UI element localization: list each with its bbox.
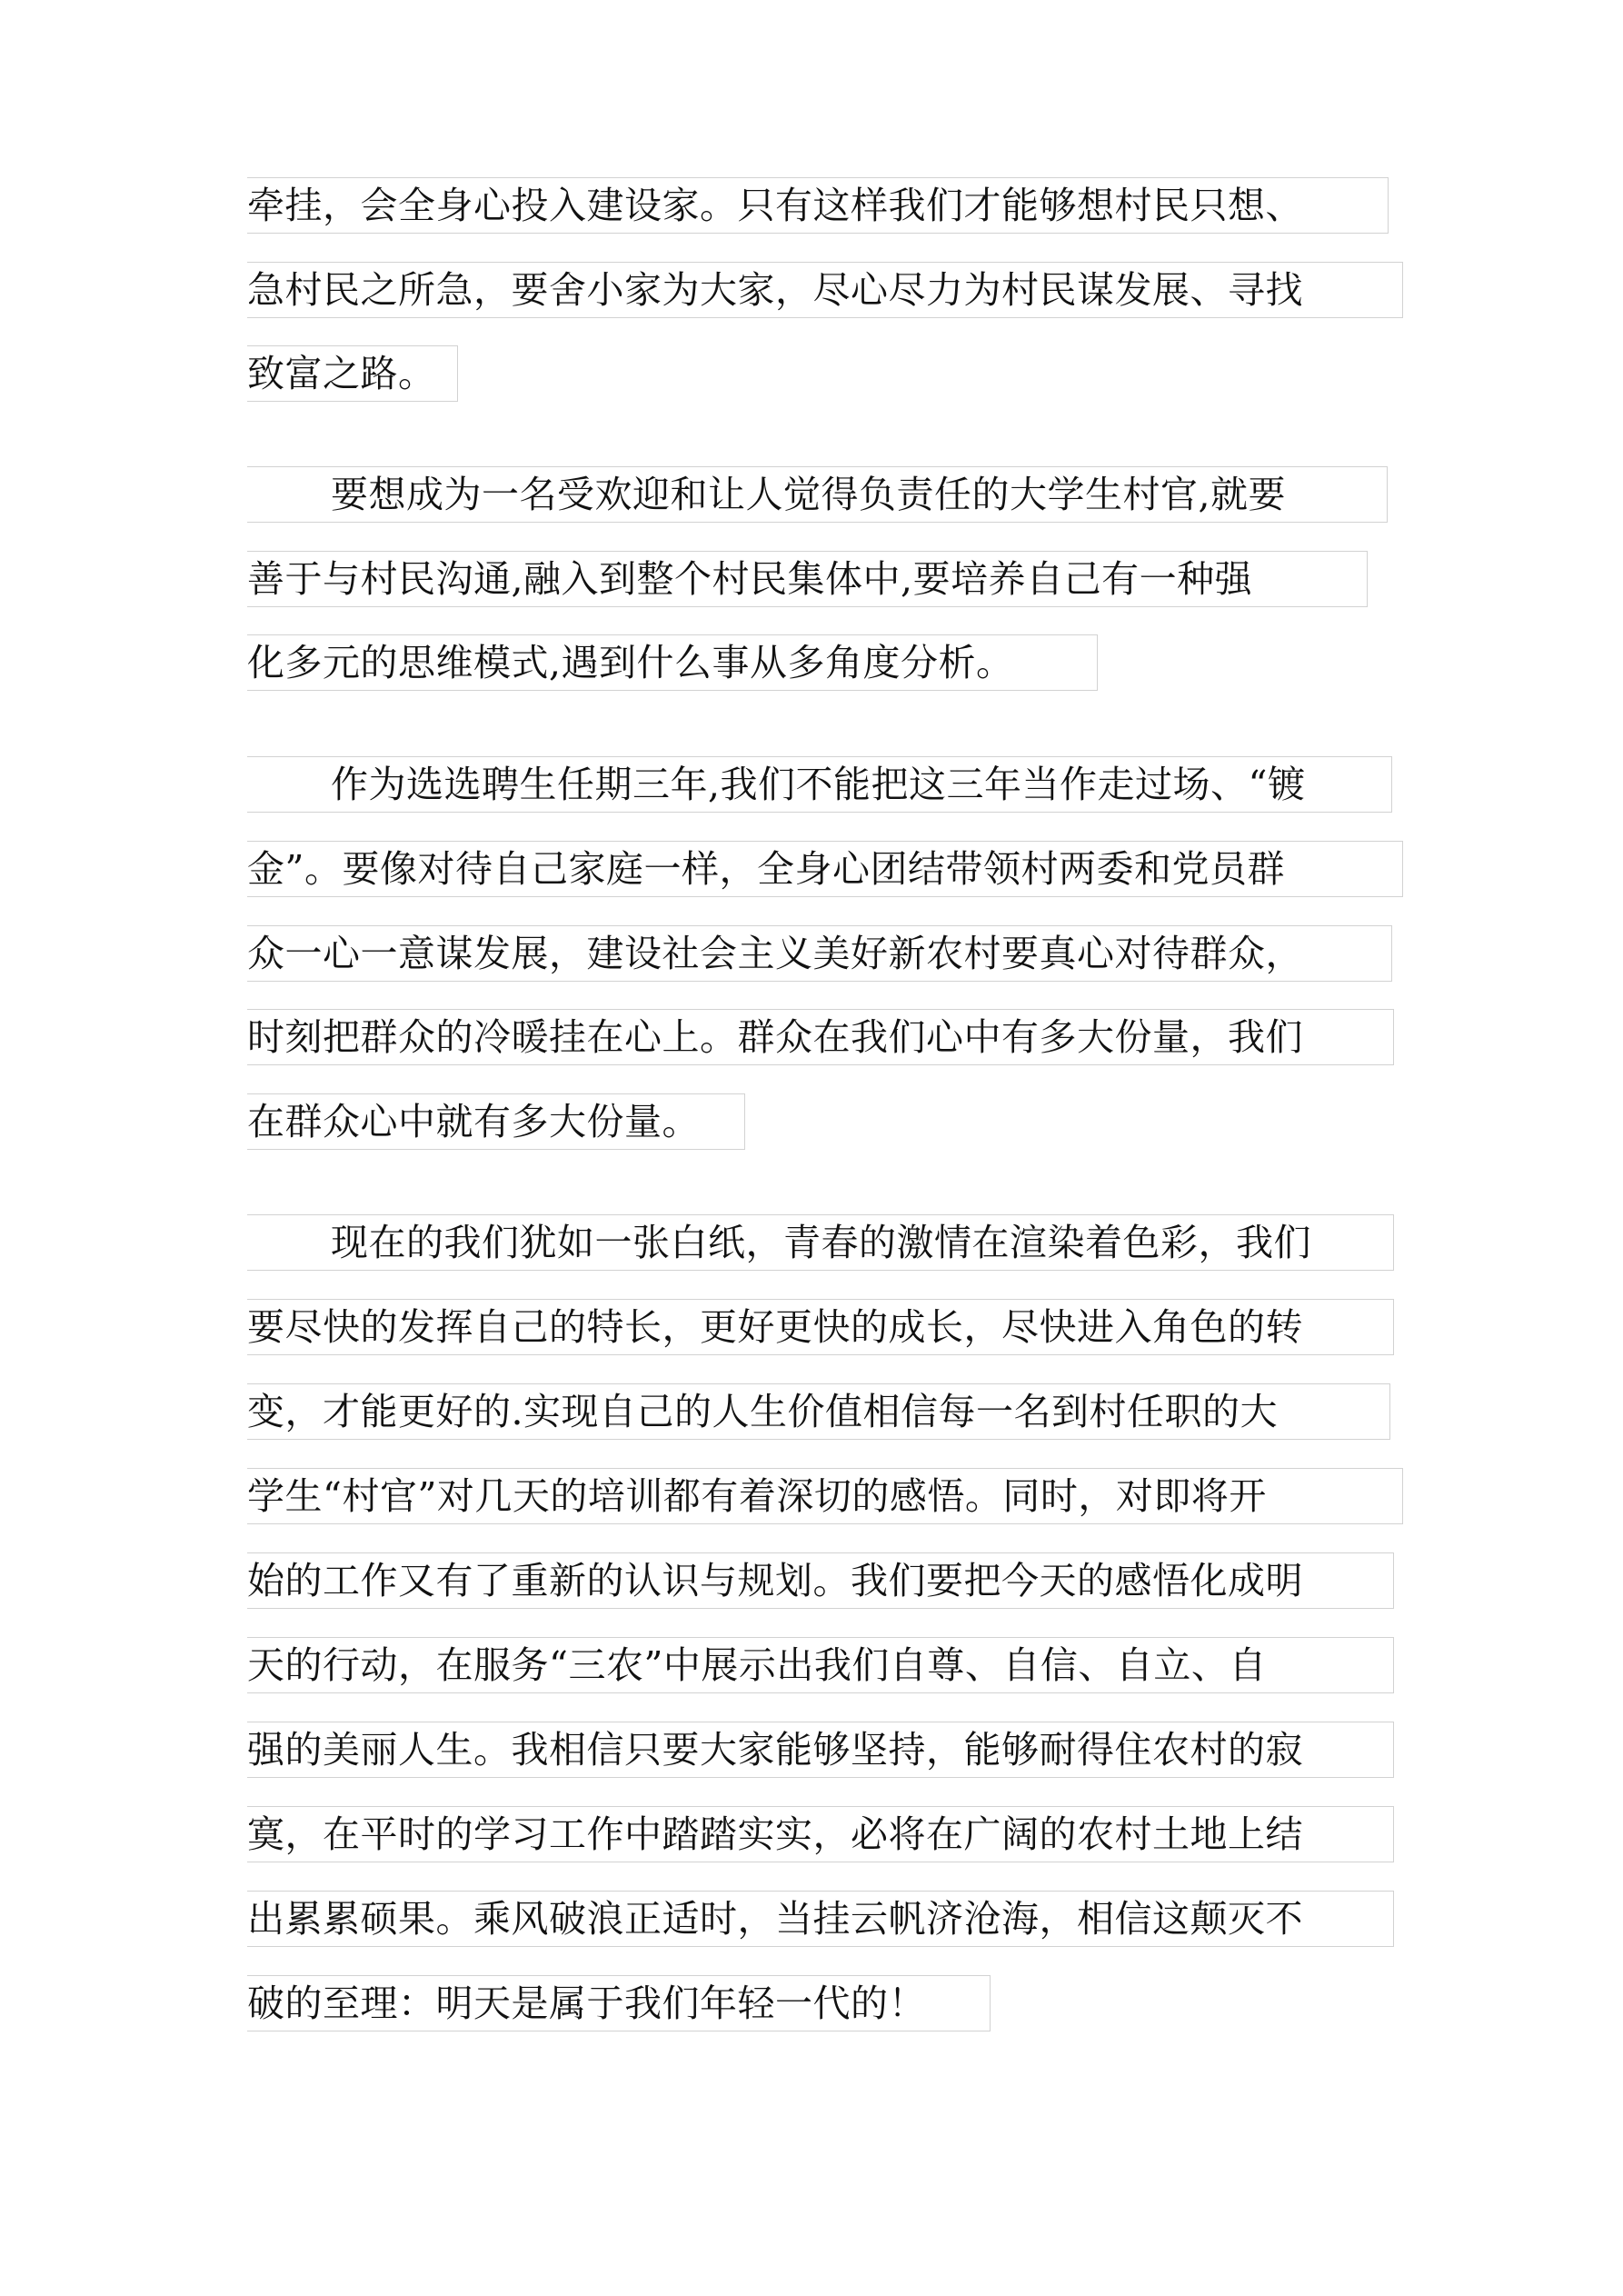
- text-line: 破的至理：明天是属于我们年轻一代的！: [247, 1975, 991, 2031]
- text-line: 众一心一意谋发展，建设社会主义美好新农村要真心对待群众，: [247, 925, 1392, 982]
- text-line: 要尽快的发挥自己的特长，更好更快的成长，尽快进入角色的转: [247, 1299, 1394, 1355]
- text-line: 致富之路。: [247, 345, 458, 402]
- text-line: 作为选选聘生任期三年,我们不能把这三年当作走过场、“镀: [247, 756, 1392, 813]
- text-line: 在群众心中就有多大份量。: [247, 1093, 745, 1150]
- text-line: 急村民之所急，要舍小家为大家，尽心尽力为村民谋发展、寻找: [247, 262, 1403, 318]
- text-line: 要想成为一名受欢迎和让人觉得负责任的大学生村官,就要: [247, 466, 1388, 523]
- text-line: 始的工作又有了重新的认识与规划。我们要把今天的感悟化成明: [247, 1552, 1394, 1609]
- text-line: 天的行动，在服务“三农”中展示出我们自尊、自信、自立、自: [247, 1637, 1394, 1693]
- text-line: 强的美丽人生。我相信只要大家能够坚持，能够耐得住农村的寂: [247, 1722, 1394, 1778]
- text-line: 时刻把群众的冷暖挂在心上。群众在我们心中有多大份量，我们: [247, 1009, 1394, 1065]
- text-line: 变，才能更好的.实现自己的人生价值相信每一名到村任职的大: [247, 1383, 1390, 1440]
- text-line: 寞，在平时的学习工作中踏踏实实，必将在广阔的农村土地上结: [247, 1806, 1394, 1862]
- text-line: 金”。要像对待自己家庭一样，全身心团结带领村两委和党员群: [247, 841, 1403, 897]
- text-line: 出累累硕果。乘风破浪正适时，当挂云帆济沧海，相信这颠灭不: [247, 1891, 1394, 1947]
- text-line: 化多元的思维模式,遇到什么事从多角度分析。: [247, 634, 1098, 691]
- text-line: 现在的我们犹如一张白纸，青春的激情在渲染着色彩，我们: [247, 1214, 1394, 1271]
- text-line: 学生“村官”对几天的培训都有着深切的感悟。同时，对即将开: [247, 1468, 1403, 1524]
- text-line: 牵挂，会全身心投入建设家。只有这样我们才能够想村民只想、: [247, 177, 1389, 234]
- text-line: 善于与村民沟通,融入到整个村民集体中,要培养自己有一种强: [247, 551, 1368, 607]
